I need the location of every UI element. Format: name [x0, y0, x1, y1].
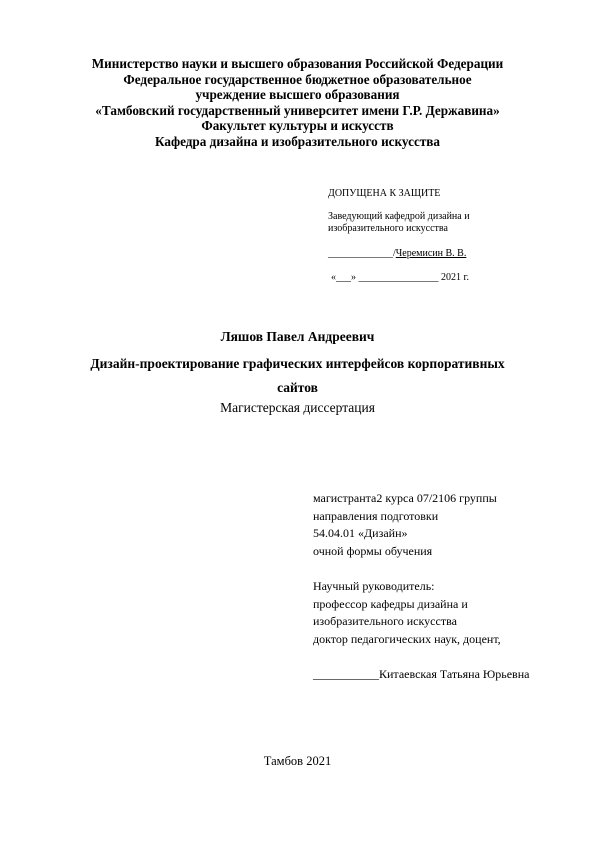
approval-block — [328, 188, 528, 284]
institution-type-line: Федеральное государственное бюджетное образовательное — [123, 71, 472, 87]
student-direction-label: направления подготовки — [313, 508, 439, 523]
faculty-name: Факультет культуры и искусств — [201, 118, 394, 133]
department-name: Кафедра дизайна и изобразительного искусства — [154, 133, 441, 149]
supervisor-label: Научный руководитель: — [313, 578, 435, 593]
student-supervisor-block — [313, 490, 583, 684]
approval-status: ДОПУЩЕНА К ЗАЩИТЕ — [328, 188, 441, 199]
student-study-form: очной формы обучения — [313, 543, 433, 558]
department-head-title-2: изобразительного искусства — [328, 223, 448, 234]
department-head-name: Черемисин В. В. — [395, 248, 467, 259]
head-signature-line — [328, 248, 528, 260]
author-name: Ляшов Павел Андреевич — [220, 329, 375, 344]
thesis-type: Магистерская диссертация — [220, 400, 375, 415]
approval-date: «___» ________________ 2021 г. — [331, 272, 469, 283]
thesis-title — [40, 352, 555, 400]
ministry-line: Министерство науки и высшего образования Российской Федерации — [91, 56, 504, 71]
supervisor-degree: доктор педагогических наук, доцент, — [313, 631, 501, 646]
university-name: «Тамбовский государственный университет имени Г.Р. Державина» — [95, 102, 500, 118]
supervisor-signature: ___________Китаевская Татьяна Юрьевна — [313, 666, 530, 681]
supervisor-position-2: изобразительного искусства — [313, 614, 457, 629]
thesis-title-line-1: Дизайн-проектирование графических интерфейсов корпоративных — [90, 356, 505, 371]
supervisor-position: профессор кафедры дизайна и — [313, 596, 468, 611]
thesis-title-line-2: сайтов — [277, 380, 318, 395]
student-direction-code: 54.04.01 «Дизайн» — [313, 526, 408, 541]
student-course-group: магистранта2 курса 07/2106 группы — [313, 491, 497, 505]
city-year: Тамбов 2021 — [263, 754, 332, 768]
department-head-title: Заведующий кафедрой дизайна и — [328, 211, 470, 222]
signature-blank: _____________/ — [328, 248, 396, 259]
institution-header — [0, 56, 595, 149]
institution-type-line-2: учреждение высшего образования — [195, 87, 400, 102]
